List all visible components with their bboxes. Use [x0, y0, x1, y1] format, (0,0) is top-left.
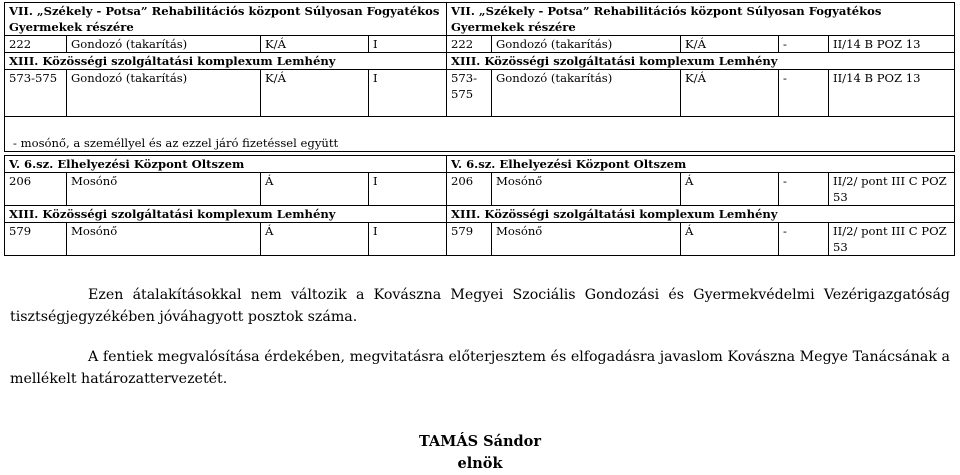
- table-row: [5, 53, 955, 70]
- level: -: [779, 70, 829, 117]
- job-title: Gondozó (takarítás): [492, 70, 681, 117]
- job-title: Mosónő: [67, 173, 261, 206]
- level: I: [369, 173, 447, 206]
- level: -: [779, 173, 829, 206]
- category: Á: [261, 173, 369, 206]
- job-title: Mosónő: [492, 173, 681, 206]
- signature-block: [360, 431, 600, 475]
- level: -: [779, 223, 829, 256]
- position-number: 579: [447, 223, 492, 256]
- job-title: Gondozó (takarítás): [492, 36, 681, 53]
- positions-table-upper: [4, 2, 955, 152]
- position-number: 222: [447, 36, 492, 53]
- salary-grade: II/2/ pont III C POZ 53: [829, 223, 955, 256]
- job-title: Gondozó (takarítás): [67, 70, 261, 117]
- category: K/Á: [681, 36, 779, 53]
- job-title: Mosónő: [67, 223, 261, 256]
- category: Á: [681, 173, 779, 206]
- category: K/Á: [261, 70, 369, 117]
- level: I: [369, 36, 447, 53]
- position-number: 206: [5, 173, 67, 206]
- job-title: Mosónő: [492, 223, 681, 256]
- job-title: Gondozó (takarítás): [67, 36, 261, 53]
- signatory-title: elnök: [457, 455, 503, 472]
- note-text: - mosónő, a személlyel és az ezzel járó fizetéssel együtt: [5, 117, 955, 152]
- category: Á: [261, 223, 369, 256]
- section-heading-left: V. 6.sz. Elhelyezési Központ Oltszem: [5, 156, 447, 173]
- signatory-name: TAMÁS Sándor: [419, 433, 541, 450]
- level: -: [779, 36, 829, 53]
- paragraph-text: Ezen átalakításokkal nem változik a Kovászna Megyei Szociális Gondozási és Gyermekvédelmi Vezérigazgatóság tisztségjegyzékében jóváhagyott posztok száma.: [10, 287, 950, 325]
- table-row: [5, 36, 955, 53]
- section-heading-right: XIII. Közösségi szolgáltatási komplexum Lemhény: [447, 206, 955, 223]
- table-row: [5, 156, 955, 173]
- category: Á: [681, 223, 779, 256]
- table-row: [5, 173, 955, 206]
- paragraph-positions-unchanged: [10, 284, 950, 328]
- section-heading-right: VII. „Székely - Potsa” Rehabilitációs központ Súlyosan Fogyatékos Gyermekek részére: [447, 3, 955, 36]
- section-heading-left: VII. „Székely - Potsa” Rehabilitációs központ Súlyosan Fogyatékos Gyermekek részére: [5, 3, 447, 36]
- table-row: [5, 70, 955, 117]
- table-row: [5, 206, 955, 223]
- section-heading-right: XIII. Közösségi szolgáltatási komplexum Lemhény: [447, 53, 955, 70]
- position-number: 579: [5, 223, 67, 256]
- category: K/Á: [261, 36, 369, 53]
- position-number: 222: [5, 36, 67, 53]
- paragraph-text: A fentiek megvalósítása érdekében, megvitatásra előterjesztem és elfogadásra javaslom Kovászna Megye Tanácsának a mellékelt határozattervezetét.: [10, 349, 950, 387]
- position-number: 206: [447, 173, 492, 206]
- section-heading-left: XIII. Közösségi szolgáltatási komplexum Lemhény: [5, 53, 447, 70]
- section-heading-right: V. 6.sz. Elhelyezési Központ Oltszem: [447, 156, 955, 173]
- table-row: [5, 223, 955, 256]
- level: I: [369, 70, 447, 117]
- section-heading-left: XIII. Közösségi szolgáltatási komplexum Lemhény: [5, 206, 447, 223]
- salary-grade: II/14 B POZ 13: [829, 70, 955, 117]
- positions-table-lower: [4, 155, 955, 256]
- salary-grade: II/14 B POZ 13: [829, 36, 955, 53]
- position-number: 573-575: [5, 70, 67, 117]
- table-row: [5, 117, 955, 152]
- level: I: [369, 223, 447, 256]
- paragraph-proposal: [10, 346, 950, 390]
- category: K/Á: [681, 70, 779, 117]
- table-row: [5, 3, 955, 36]
- salary-grade: II/2/ pont III C POZ 53: [829, 173, 955, 206]
- position-number: 573-575: [447, 70, 492, 117]
